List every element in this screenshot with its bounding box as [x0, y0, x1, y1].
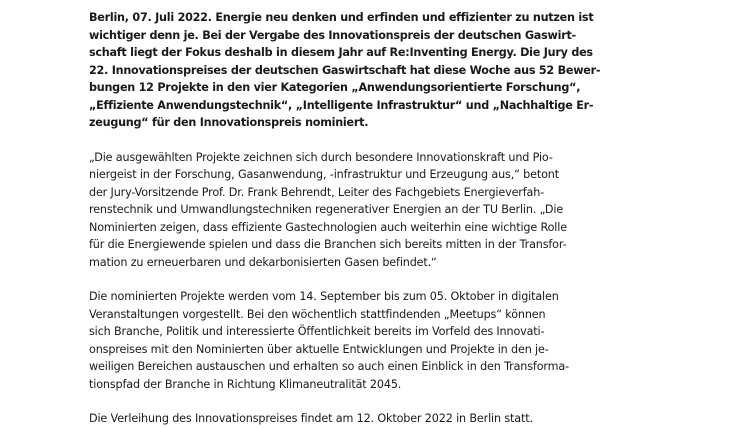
quote-paragraph	[89, 149, 609, 272]
ceremony-line: Die Verleihung des Innovationspreises findet am 12. Oktober 2022 in Berlin statt.	[89, 412, 533, 425]
events-line: onspreises mit den Nominierten über aktuelle Entwicklungen und Projekte in den je-	[89, 342, 549, 356]
lead-line: 22. Innovationspreises der deutschen Gaswirtschaft hat diese Woche aus 52 Bewer-	[89, 63, 601, 77]
lead-line: bungen 12 Projekte in den vier Kategorien „Anwendungsorientierte Forschung“,	[89, 81, 581, 94]
quote-line: der Jury-Vorsitzende Prof. Dr. Frank Behrendt, Leiter des Fachgebiets Energieverfah-	[89, 185, 545, 199]
quote-line: Nominierten zeigen, dass effiziente Gastechnologien auch weiterhin eine wichtige Rolle	[89, 220, 567, 234]
events-line: weiligen Bereichen austauschen und erhalten so auch einen Einblick in den Transforma-	[89, 360, 569, 373]
lead-line: „Effiziente Anwendungstechnik“, „Intelligente Infrastruktur“ und „Nachhaltige Er-	[89, 98, 594, 112]
quote-line: niergeist in der Forschung, Gasanwendung, -infrastruktur und Erzeugung aus,“ betont	[89, 168, 559, 181]
events-line: tionspfad der Branche in Richtung Klimaneutralität 2045.	[89, 377, 402, 391]
lead-line: zeugung“ für den Innovationspreis nominiert.	[89, 116, 369, 129]
lead-line: wichtiger denn je. Bei der Vergabe des Innovationspreis der deutschen Gaswirt-	[89, 28, 576, 42]
quote-line: für die Energiewende spielen und dass die Branchen sich bereits mitten in der Transfor-	[89, 238, 567, 251]
events-line: Veranstaltungen vorgestellt. Bei den wöchentlich stattfindenden „Meetups“ können	[89, 307, 546, 321]
quote-line: „Die ausgewählten Projekte zeichnen sich durch besondere Innovationskraft und Pio-	[89, 150, 553, 164]
quote-line: mation zu erneuerbaren und dekarbonisierten Gasen befindet.“	[89, 255, 437, 269]
events-paragraph	[89, 288, 609, 393]
events-line: sich Branche, Politik und interessierte Öffentlichkeit bereits im Vorfeld des Innovati-	[89, 325, 545, 338]
quote-line: renstechnik und Umwandlungstechniken regenerativer Energien an der TU Berlin. „Die	[89, 203, 564, 216]
lead-paragraph	[89, 9, 609, 132]
lead-line: schaft liegt der Fokus deshalb in diesem Jahr auf Re:Inventing Energy. Die Jury des	[89, 46, 593, 59]
press-release-document	[89, 9, 609, 428]
lead-line: Berlin, 07. Juli 2022. Energie neu denken und erfinden und effizienter zu nutzen ist	[89, 11, 594, 24]
events-line: Die nominierten Projekte werden vom 14. September bis zum 05. Oktober in digitalen	[89, 290, 559, 303]
